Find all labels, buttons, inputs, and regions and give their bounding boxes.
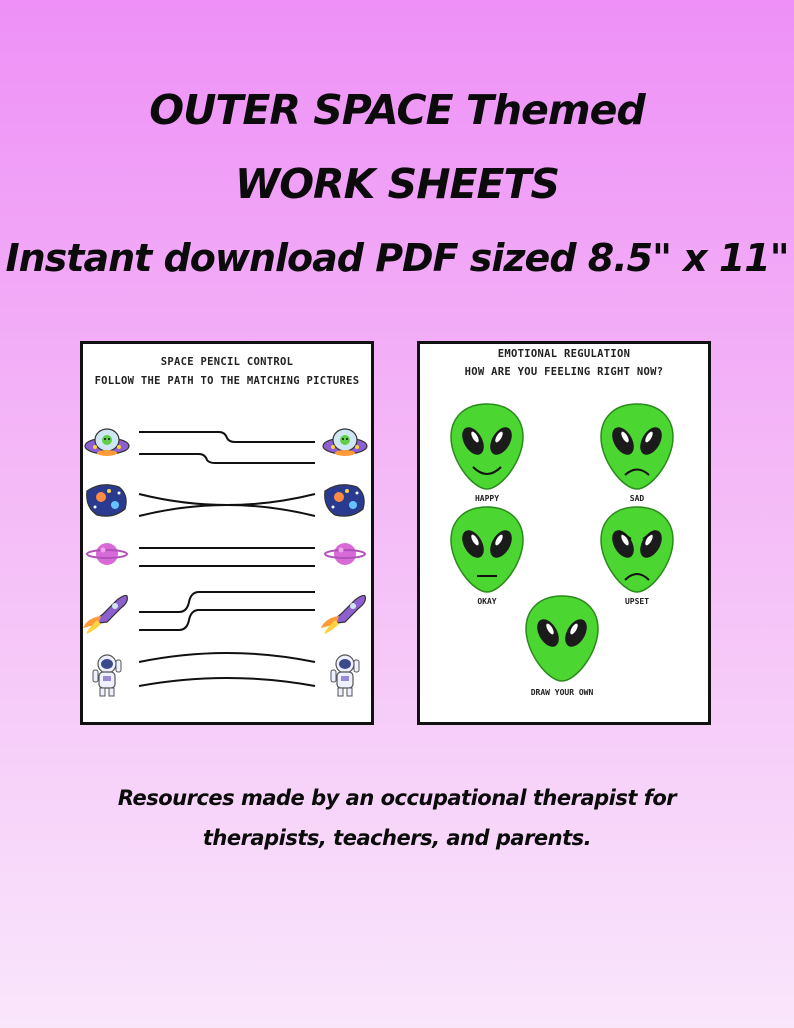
rocket-icon — [321, 596, 365, 635]
headline-download-info: Instant download PDF sized 8.5" x 11" — [5, 236, 789, 280]
alien-faces — [420, 344, 708, 722]
face-label-sad: SAD — [629, 494, 645, 503]
face-label-upset: UPSET — [624, 597, 650, 606]
alien-happy — [451, 404, 523, 489]
headline-subtitle: WORK SHEETS — [234, 160, 560, 208]
astronaut-icon — [93, 655, 121, 696]
ufo-icon — [323, 429, 367, 456]
galaxy-icon — [325, 485, 364, 516]
tracing-path — [139, 678, 315, 686]
worksheet-question: HOW ARE YOU FEELING RIGHT NOW? — [464, 366, 664, 378]
tracing-paths — [83, 344, 371, 722]
worksheet-instructions: FOLLOW THE PATH TO THE MATCHING PICTURES — [94, 375, 360, 387]
emotional-regulation-worksheet — [417, 341, 711, 725]
planet-icon — [87, 543, 127, 565]
ufo-icon — [85, 429, 129, 456]
tracing-path — [139, 653, 315, 662]
alien-draw-your-own — [526, 596, 598, 681]
headline-title: OUTER SPACE Themed — [149, 86, 645, 134]
footer-line-1: Resources made by an occupational therapist for — [117, 786, 677, 810]
astronaut-icon — [331, 655, 359, 696]
galaxy-icon — [87, 485, 126, 516]
alien-okay — [451, 507, 523, 592]
tracing-path — [139, 505, 315, 516]
pencil-control-worksheet — [80, 341, 374, 725]
alien-upset — [601, 507, 673, 592]
rocket-icon — [83, 596, 127, 635]
footer-line-2: therapists, teachers, and parents. — [202, 826, 592, 850]
alien-sad — [601, 404, 673, 489]
planet-icon — [325, 543, 365, 565]
tracing-path — [139, 494, 315, 505]
worksheet-title: SPACE PENCIL CONTROL — [160, 356, 294, 368]
face-label-okay: OKAY — [477, 597, 497, 606]
face-label-draw-your-own: DRAW YOUR OWN — [530, 688, 594, 697]
tracing-path — [139, 432, 315, 442]
face-label-happy: HAPPY — [474, 494, 500, 503]
tracing-path — [139, 454, 315, 463]
worksheet-title: EMOTIONAL REGULATION — [497, 348, 631, 360]
